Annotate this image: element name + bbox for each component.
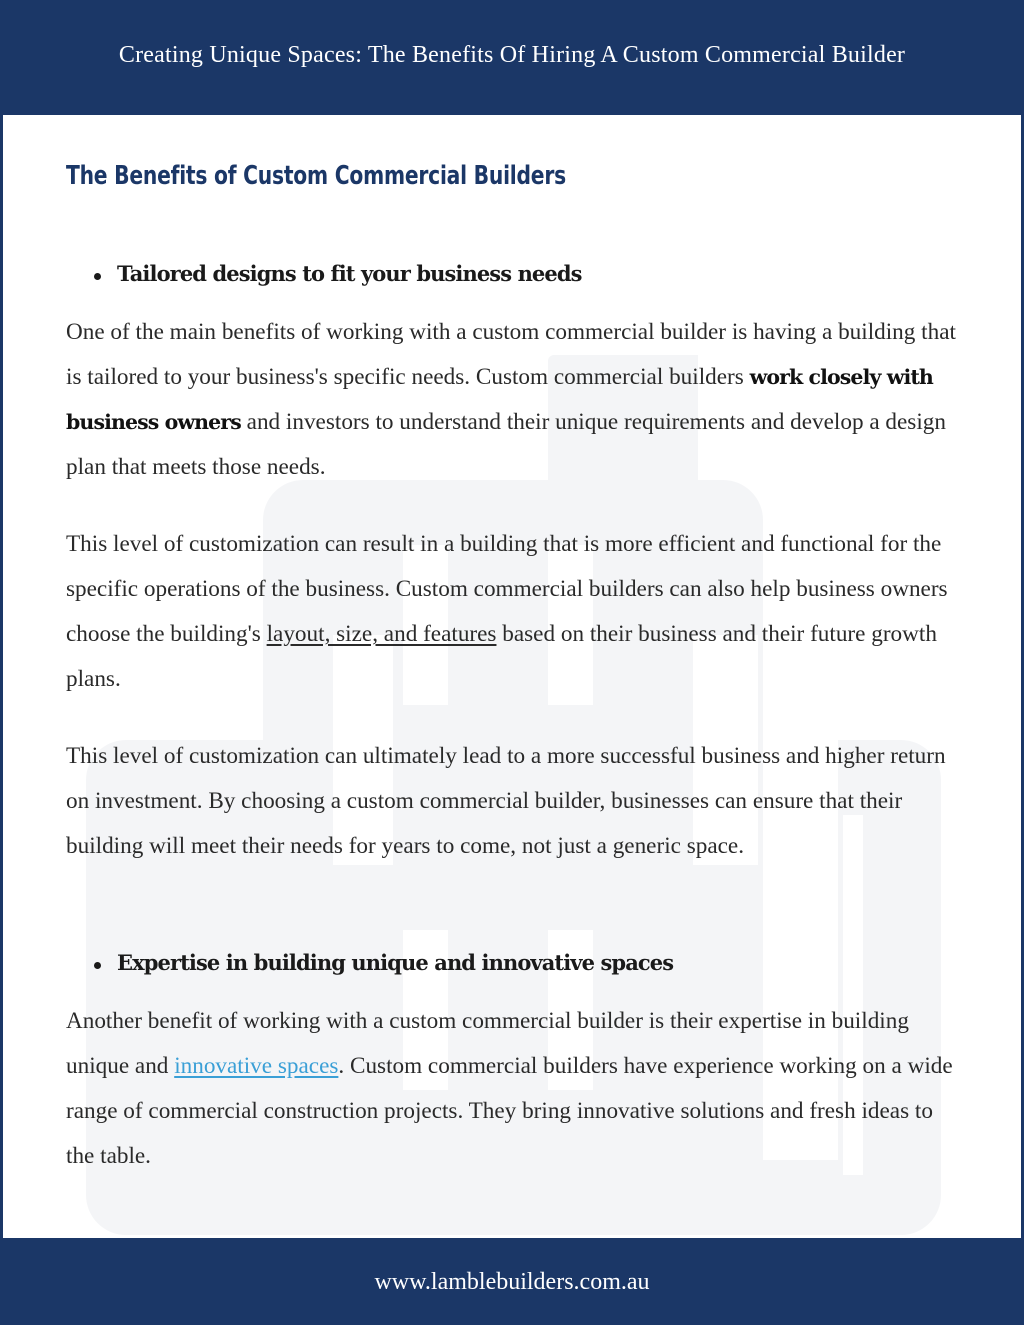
bullet-item [95, 950, 673, 975]
paragraph-text: . Custom commercial builders have experience working on a wide range of commercial construction projects. They bring innovative solutions and fresh ideas to the table. [66, 1053, 953, 1169]
paragraph-3: This level of customization can ultimately lead to a more successful business and higher return on investment. By choosing a custom commercial builder, businesses can ensure that their building will meet their needs for years to come, not just a generic space. [66, 743, 946, 859]
paragraph-2 [66, 522, 966, 702]
page-footer [0, 1241, 1024, 1325]
paragraph-text: and investors to understand their unique requirements and develop a design plan that meets those needs. [66, 409, 946, 480]
bullet-text: Tailored designs to fit your business needs [117, 261, 582, 286]
paragraph-4 [66, 999, 966, 1179]
bold-text: work closely with business owners [66, 365, 933, 434]
innovative-spaces-link[interactable]: innovative spaces [174, 1053, 339, 1079]
page-header [0, 0, 1024, 111]
layout-size-features-link[interactable]: layout, size, and features [266, 621, 497, 647]
header-title: Creating Unique Spaces: The Benefits Of Hiring A Custom Commercial Builder [118, 42, 906, 68]
bullet-item [95, 261, 582, 286]
footer-url[interactable]: www.lamblebuilders.com.au [374, 1268, 650, 1295]
paragraph-text: This level of customization can result in a building that is more efficient and functional for the specific operations of the business. Custom commercial builders can also help business owners choose the building's [66, 531, 948, 647]
content-panel [3, 115, 1021, 1238]
paragraph-text: based on their business and their future growth plans. [66, 621, 937, 692]
paragraph-text: Another benefit of working with a custom commercial builder is their expertise in building unique and [66, 1008, 909, 1079]
bullet-text: Expertise in building unique and innovative spaces [117, 950, 674, 975]
section-title: The Benefits of Custom Commercial Builders [66, 161, 566, 191]
paragraph-1 [66, 310, 966, 490]
paragraph-text: One of the main benefits of working with a custom commercial builder is having a building that is tailored to your business's specific needs. Custom commercial builders [66, 319, 956, 390]
